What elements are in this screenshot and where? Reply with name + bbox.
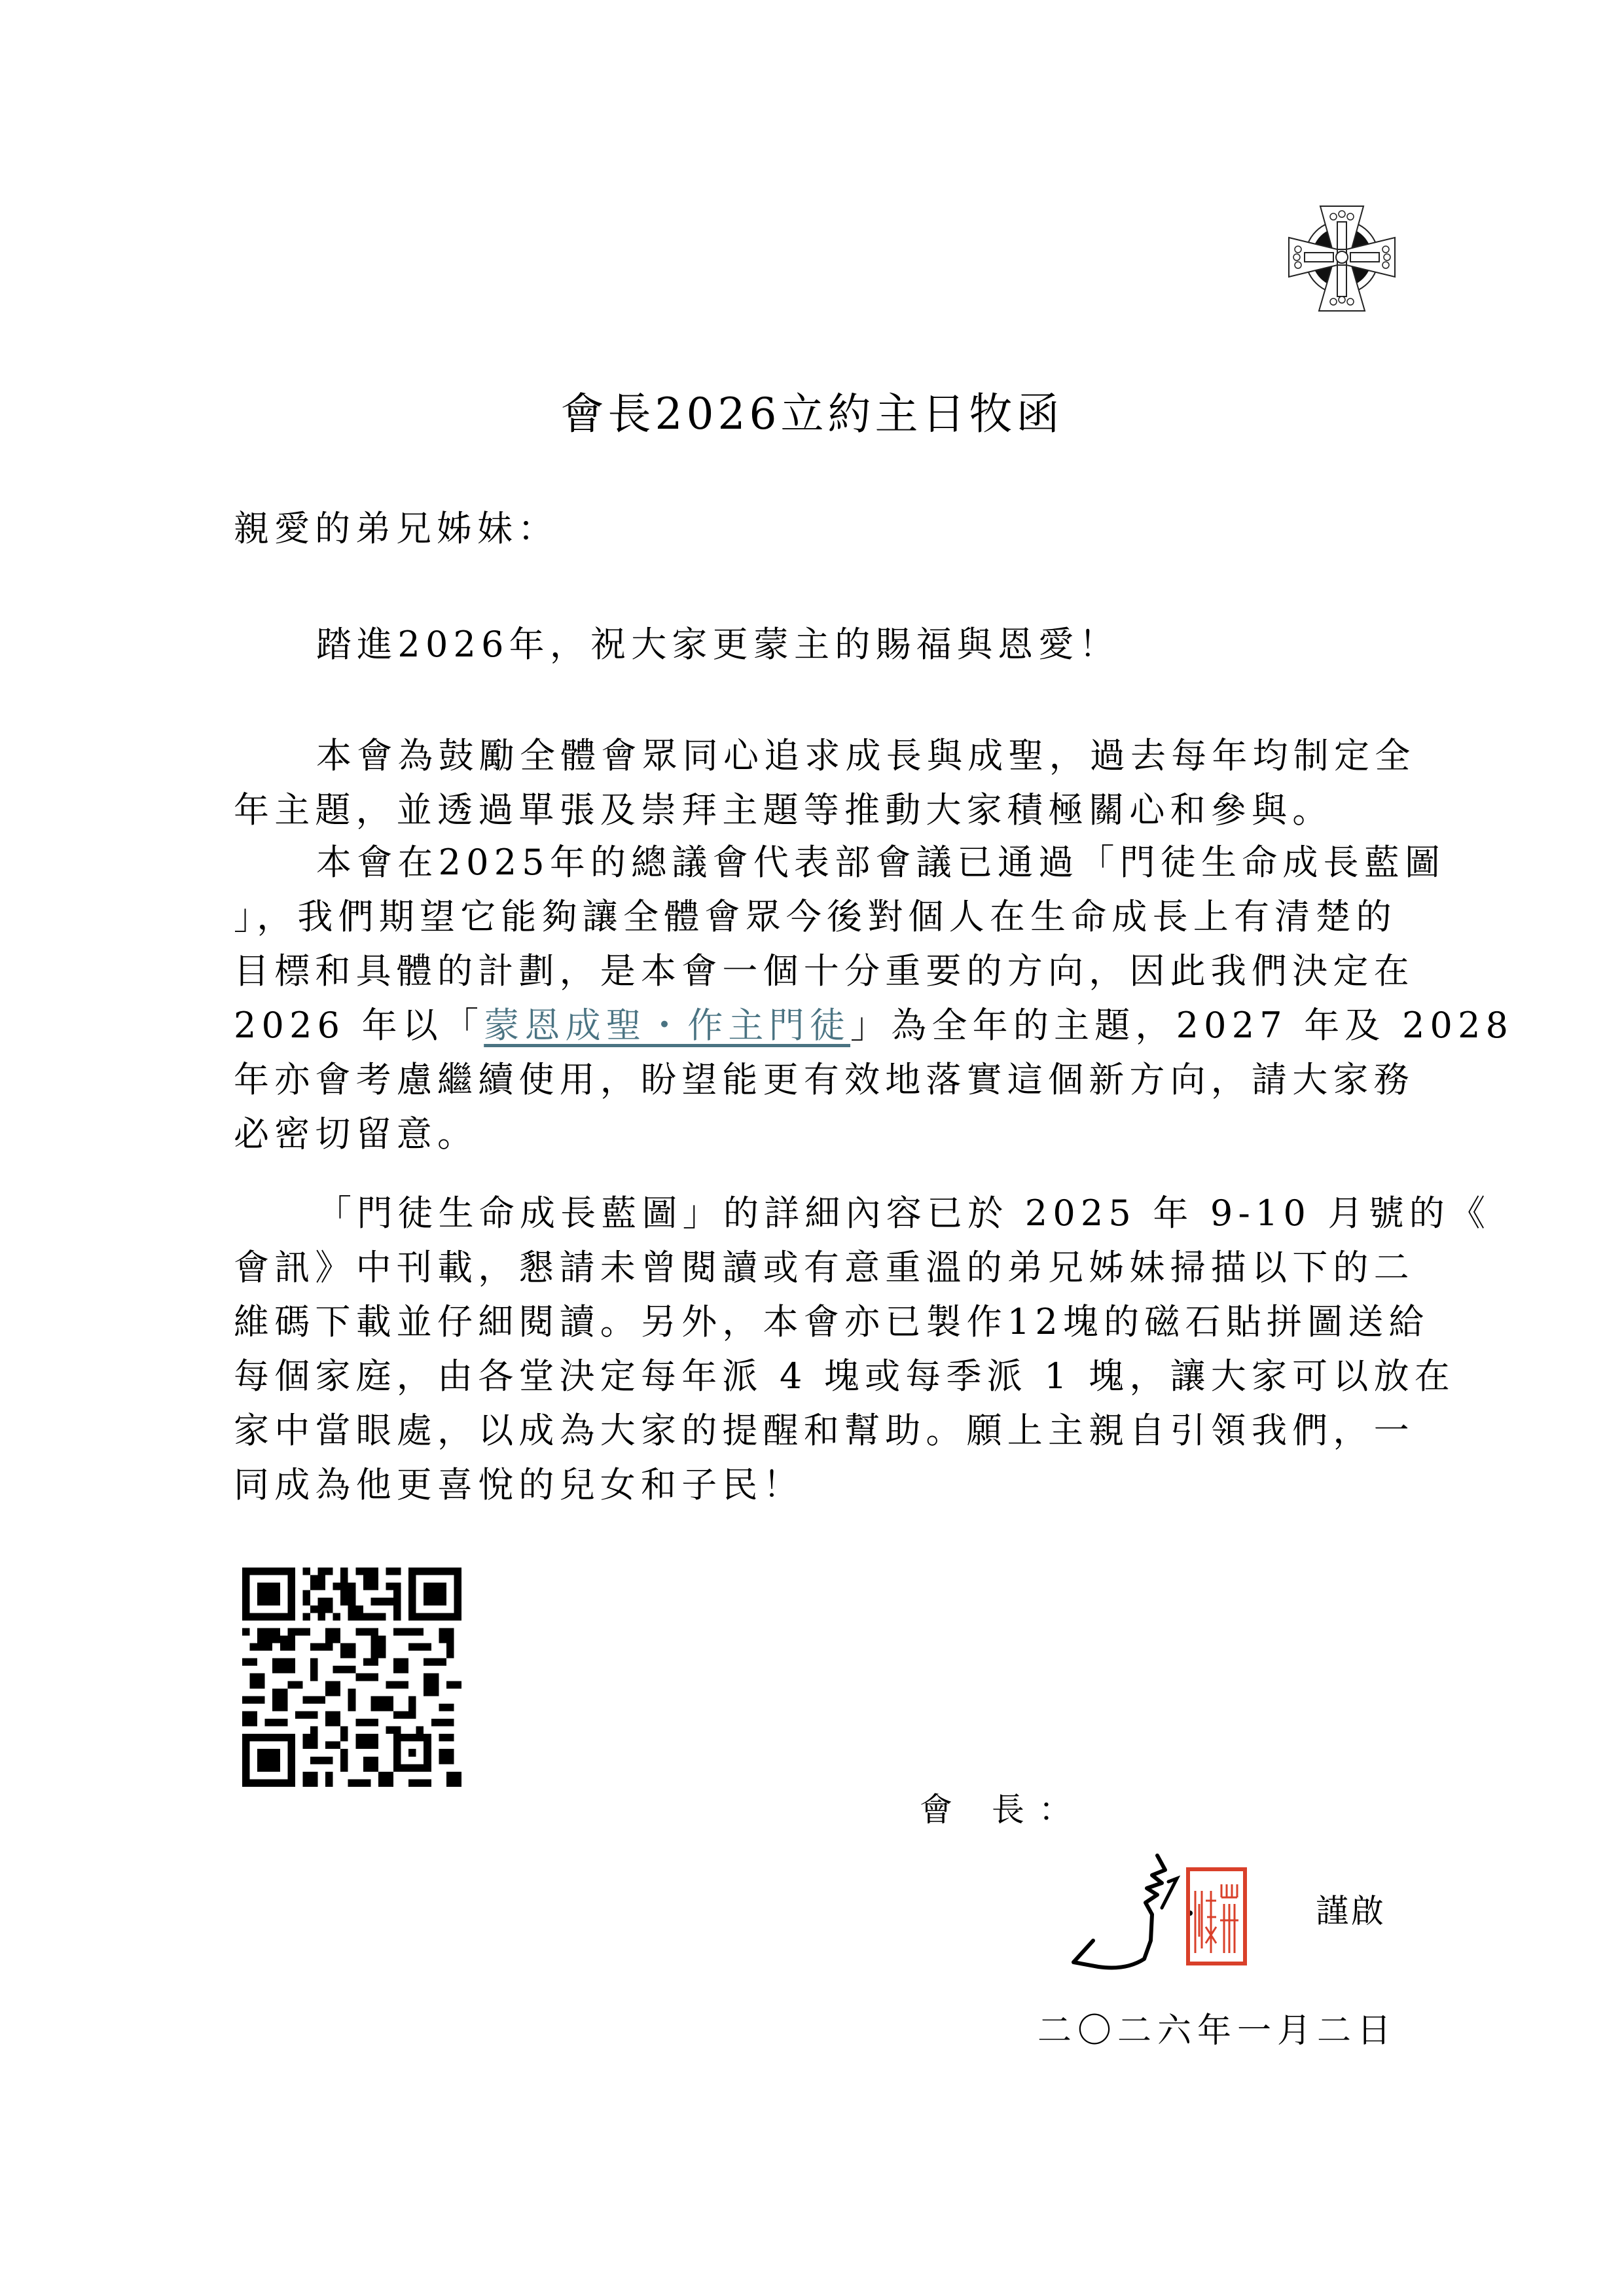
text-line: 年亦會考慮繼續使用，盼望能更有效地落實這個新方向，請大家務 — [234, 1059, 1415, 1100]
theme-line-after: 」為全年的主題，2027 年及 2028 — [850, 1005, 1514, 1046]
text-line: 年主題，並透過單張及崇拜主題等推動大家積極關心和參與。 — [234, 789, 1333, 831]
salutation: 親愛的弟兄姊妹： — [234, 508, 558, 549]
text-line: 維碼下載並仔細閱讀。另外，本會亦已製作12塊的磁石貼拼圖送給 — [234, 1301, 1430, 1342]
text-line: 必密切留意。 — [234, 1113, 478, 1155]
text-line: 同成為他更喜悅的兒女和子民！ — [234, 1464, 804, 1505]
text-line: 家中當眼處，以成為大家的提醒和幫助。願上主親自引領我們，一 — [234, 1410, 1415, 1451]
text-line: 目標和具體的計劃，是本會一個十分重要的方向，因此我們決定在 — [234, 950, 1415, 992]
red-seal-stamp — [1186, 1867, 1247, 1965]
qr-code[interactable] — [242, 1568, 461, 1787]
text-line: 本會為鼓勵全體會眾同心追求成長與成聖，過去每年均制定全 — [316, 735, 1416, 776]
text-line: 「門徒生命成長藍圖」的詳細內容已於 2025 年 9-10 月號的《 — [316, 1193, 1491, 1234]
text-line: 踏進2026年，祝大家更蒙主的賜福與恩愛！ — [316, 624, 1120, 665]
signer-label: 會 長： — [920, 1791, 1086, 1829]
theme-line — [234, 998, 1514, 1052]
paragraph-greeting — [234, 617, 1396, 672]
theme-link[interactable]: 蒙恩成聖・作主門徒 — [484, 1005, 851, 1046]
seal-glyph-icon — [1190, 1871, 1243, 1962]
paragraph-details — [234, 1186, 1491, 1512]
text-line: 」，我們期望它能夠讓全體會眾今後對個人在生命成長上有清楚的 — [234, 896, 1397, 937]
paragraph-blueprint — [234, 835, 1514, 1161]
page-title: 會長2026立約主日牧函 — [560, 389, 1064, 439]
signature-icon — [1047, 1842, 1198, 1973]
text-line: 本會在2025年的總議會代表部會議已通過「門徒生命成長藍圖 — [316, 842, 1446, 883]
theme-line-before: 2026 年以「 — [234, 1005, 484, 1046]
closing-text: 謹啟 — [1316, 1892, 1386, 1930]
text-line: 每個家庭，由各堂決定每年派 4 塊或每季派 1 塊，讓大家可以放在 — [234, 1355, 1455, 1397]
text-line: 會訊》中刊載，懇請未曾閱讀或有意重溫的弟兄姊妹掃描以下的二 — [234, 1247, 1415, 1288]
paragraph-annual-theme — [234, 728, 1416, 837]
letter-date: 二〇二六年一月二日 — [1038, 2011, 1398, 2051]
cross-emblem-icon — [1280, 193, 1404, 324]
